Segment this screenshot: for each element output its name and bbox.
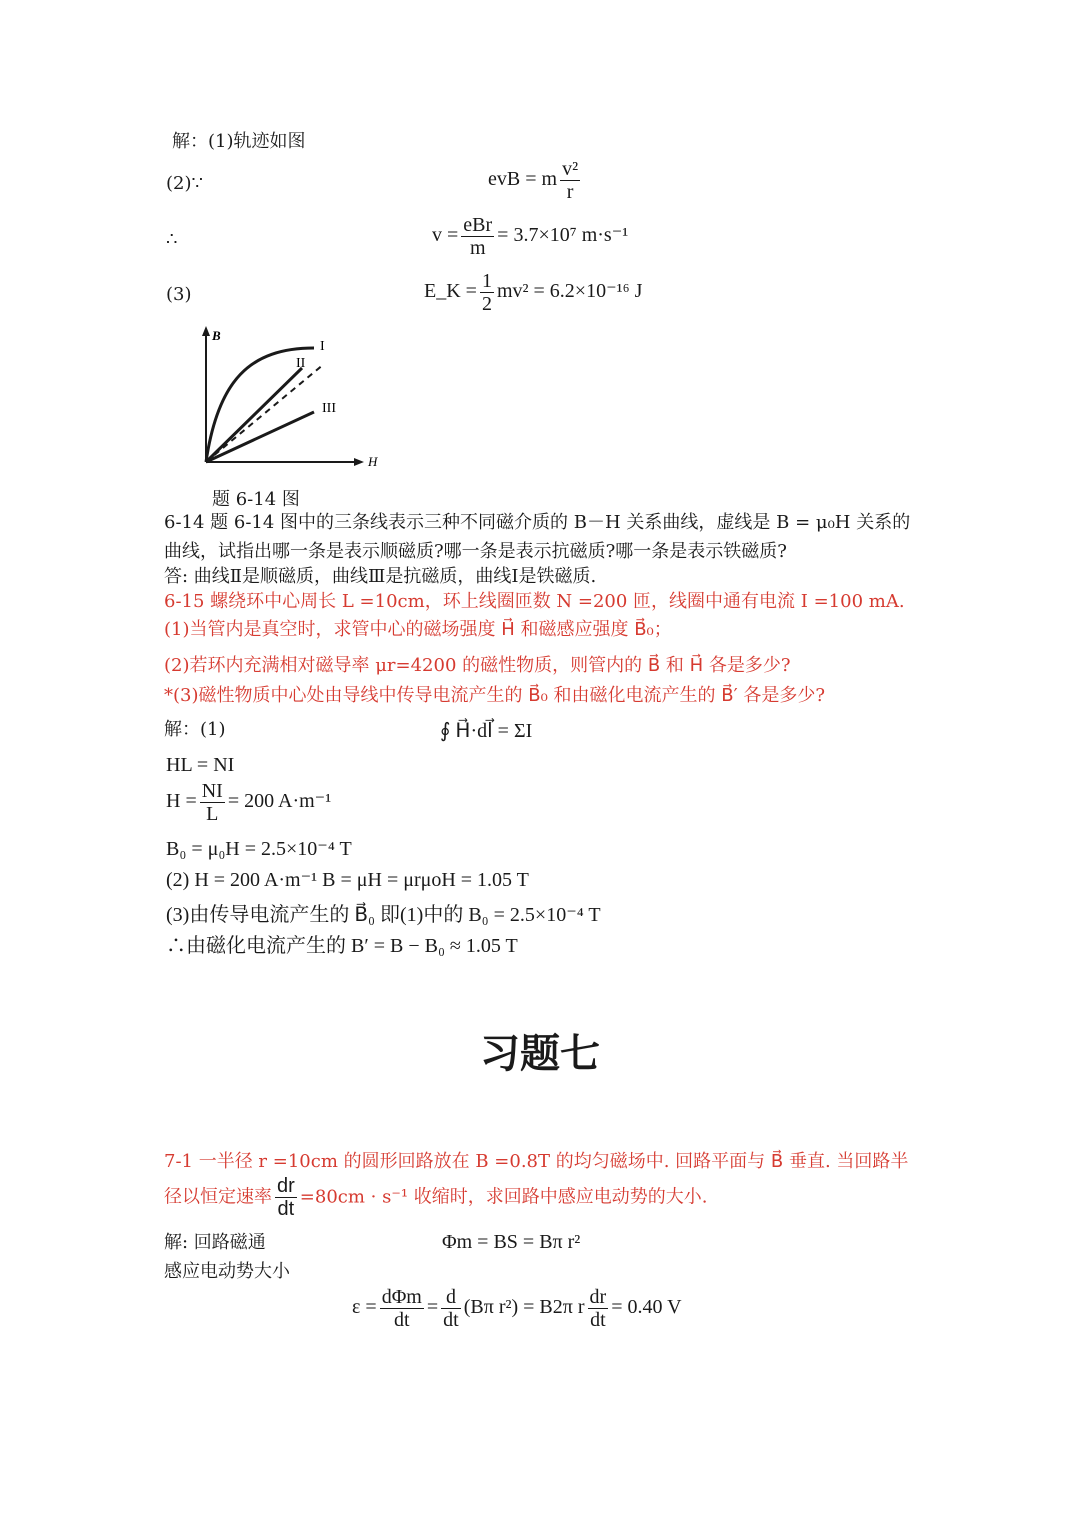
- p614-line1: 6-14 题 6-14 图中的三条线表示三种不同磁介质的 B－H 关系曲线，虚线是 B = μ₀H 关系的: [164, 512, 911, 533]
- energy-fraction: [480, 270, 494, 315]
- emf-equation: [352, 1286, 682, 1331]
- chapter-title: 习题七: [480, 1031, 600, 1077]
- p615-eq6: ∴由磁化电流产生的 B′ = B − B₀ ≈ 1.05 T: [166, 935, 518, 957]
- therefore-label: ∴: [166, 229, 178, 250]
- axis-label-b: B: [212, 328, 221, 343]
- emf-lhs: ε =: [352, 1296, 377, 1319]
- emf-label: 感应电动势大小: [164, 1261, 290, 1282]
- velocity-num: eBr: [463, 214, 493, 236]
- p614-line2: 曲线，试指出哪一条是表示顺磁质?哪一条是表示抗磁质?哪一条是表示铁磁质?: [164, 541, 787, 562]
- curve-label-ii: II: [296, 356, 306, 371]
- p71-line1: 7-1 一半径 r =10cm 的圆形回路放在 B =0.8T 的均匀磁场中. 回路平面与 B⃗ 垂直. 当回路半: [164, 1151, 909, 1172]
- p71-line2: [164, 1175, 708, 1220]
- emf-frac3-den: dt: [590, 1309, 606, 1331]
- emf-frac2: [441, 1286, 461, 1331]
- eq2-lhs: H =: [166, 790, 197, 813]
- energy-lhs: E_K =: [424, 280, 477, 303]
- eq2-num: NI: [201, 780, 223, 802]
- force-equation: [488, 158, 583, 203]
- vacuum-dashed-line: [206, 364, 324, 462]
- p615-eq5: (3)由传导电流产生的 B⃗₀ 即(1)中的 B₀ = 2.5×10⁻⁴ T: [166, 904, 601, 926]
- emf-frac3: [588, 1286, 609, 1331]
- emf-rhs: = 0.40 V: [611, 1296, 682, 1319]
- flux-equation: Φm = BS = Bπ r²: [442, 1231, 581, 1253]
- step3-label: (3): [166, 284, 192, 305]
- rate-num: dr: [277, 1175, 295, 1197]
- emf-frac3-num: dr: [589, 1286, 607, 1308]
- p71-line2-post: =80cm · s⁻¹ 收缩时，求回路中感应电动势的大小.: [299, 1186, 708, 1208]
- force-num: v²: [562, 158, 579, 180]
- p614-answer: 答: 曲线Ⅱ是顺磁质，曲线Ⅲ是抗磁质，曲线Ⅰ是铁磁质.: [164, 566, 597, 587]
- velocity-equation: [432, 214, 628, 259]
- p615-line4: *(3)磁性物质中心处由导线中传导电流产生的 B⃗₀ 和由磁化电流产生的 B⃗′ 各是多少?: [164, 685, 826, 706]
- rate-fraction: [275, 1175, 297, 1220]
- force-fraction: [560, 158, 580, 203]
- force-eq-lhs: evB = m: [488, 168, 558, 191]
- emf-frac2-num: d: [441, 1286, 461, 1309]
- p615-eq1: HL = NI: [166, 754, 235, 776]
- emf-frac2-den: dt: [443, 1309, 459, 1331]
- energy-equation: [424, 270, 642, 315]
- p615-line1: 6-15 螺绕环中心周长 L =10cm，环上线圈匝数 N =200 匝，线圈中通有电流 I =100 mA.: [164, 591, 905, 612]
- force-den: r: [566, 181, 574, 203]
- p71-solution-label: 解: 回路磁通: [164, 1232, 266, 1253]
- ampere-law-equation: ∮ H⃗·dl⃗ = ΣI: [440, 720, 533, 742]
- curve-ii: [206, 368, 302, 462]
- energy-den: 2: [481, 293, 492, 315]
- p615-line3: (2)若环内充满相对磁导率 μr=4200 的磁性物质，则管内的 B⃗ 和 H⃗ 各是多少?: [164, 655, 791, 676]
- rate-den: dt: [277, 1198, 295, 1220]
- curve-label-iii: III: [322, 401, 336, 416]
- p615-solution-label: 解：(1): [164, 719, 226, 740]
- velocity-rhs: = 3.7×10⁷ m·s⁻¹: [497, 224, 629, 247]
- curve-label-i: I: [320, 339, 325, 354]
- velocity-lhs: v =: [432, 224, 459, 247]
- eq2-rhs: = 200 A·m⁻¹: [227, 790, 332, 813]
- energy-rhs: mv² = 6.2×10⁻¹⁶ J: [496, 280, 643, 303]
- p615-eq2: [166, 780, 331, 825]
- step2-label: (2)∵: [166, 173, 203, 194]
- bh-figure: [190, 320, 390, 480]
- curve-iii: [206, 412, 314, 462]
- velocity-fraction: [461, 214, 494, 259]
- x-axis-arrow: [354, 458, 364, 466]
- energy-num: 1: [481, 270, 492, 292]
- emf-frac1: [380, 1286, 424, 1331]
- p615-eq3: B₀ = μ₀H = 2.5×10⁻⁴ T: [166, 838, 352, 860]
- solution-label: 解：(1)轨迹如图: [172, 131, 306, 152]
- p615-line2: (1)当管内是真空时，求管中心的磁场强度 H⃗ 和磁感应强度 B⃗₀；: [164, 619, 672, 640]
- emf-mid: =: [426, 1296, 439, 1319]
- emf-mid2: (Bπ r²) = B2π r: [463, 1296, 585, 1319]
- eq2-den: L: [206, 803, 219, 825]
- y-axis-arrow: [202, 326, 210, 336]
- velocity-den: m: [469, 237, 486, 259]
- eq2-fraction: [200, 780, 225, 825]
- p71-line2-pre: 径以恒定速率: [164, 1186, 272, 1208]
- axis-label-h: H: [368, 454, 378, 469]
- p615-eq4: (2) H = 200 A·m⁻¹ B = μH = μrμoH = 1.05 T: [166, 869, 529, 891]
- emf-frac1-den: dt: [394, 1309, 410, 1331]
- emf-frac1-num: dΦm: [381, 1286, 422, 1308]
- figure-caption: 题 6-14 图: [212, 489, 300, 510]
